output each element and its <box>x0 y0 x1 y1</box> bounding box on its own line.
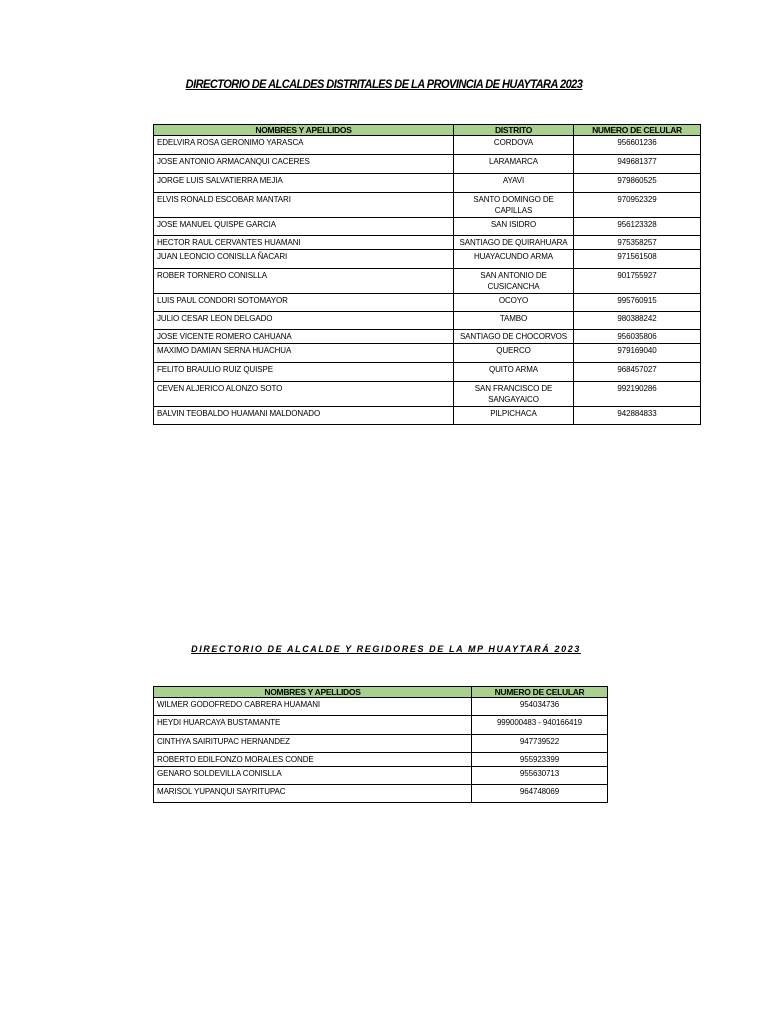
cell-phone: 954034736 <box>472 698 608 716</box>
cell-phone: 964748069 <box>472 785 608 803</box>
col-header-nombres: NOMBRES Y APELLIDOS <box>154 687 472 698</box>
table-row <box>154 236 701 250</box>
table-header-row <box>154 687 608 698</box>
cell-phone: 999000483 - 940166419 <box>472 716 608 735</box>
cell-phone: 968457027 <box>574 363 701 382</box>
table-row <box>154 753 608 767</box>
cell-name: JORGE LUIS SALVATIERRA MEJIA <box>154 174 454 193</box>
table-row <box>154 193 701 218</box>
title-alcaldes-distritales: DIRECTORIO DE ALCALDES DISTRITALES DE LA PROVINCIA DE HUAYTARA 2023 <box>185 77 583 91</box>
col-header-celular: NUMERO DE CELULAR <box>574 125 701 136</box>
cell-name: ELVIS RONALD ESCOBAR MANTARI <box>154 193 454 218</box>
table-row <box>154 269 701 294</box>
table-alcalde-regidores <box>153 686 608 803</box>
table-row <box>154 716 608 735</box>
cell-name: JUAN LEONCIO CONISLLA ÑACARI <box>154 250 454 269</box>
cell-phone: 949681377 <box>574 155 701 174</box>
col-header-celular: NUMERO DE CELULAR <box>472 687 608 698</box>
cell-district: OCOYO <box>454 294 574 312</box>
table-row <box>154 218 701 236</box>
cell-phone: 970952329 <box>574 193 701 218</box>
cell-district: AYAVI <box>454 174 574 193</box>
table-row <box>154 294 701 312</box>
cell-name: MAXIMO DAMIAN SERNA HUACHUA <box>154 344 454 363</box>
cell-district: LARAMARCA <box>454 155 574 174</box>
table-row <box>154 312 701 330</box>
cell-district: PILPICHACA <box>454 407 574 425</box>
cell-phone: 901755927 <box>574 269 701 294</box>
cell-name: FELITO BRAULIO RUIZ QUISPE <box>154 363 454 382</box>
table-row <box>154 735 608 753</box>
cell-district: SANTO DOMINGO DE CAPILLAS <box>454 193 574 218</box>
table-row <box>154 174 701 193</box>
table-alcaldes-distritales <box>153 124 701 425</box>
col-header-nombres: NOMBRES Y APELLIDOS <box>154 125 454 136</box>
cell-name: JULIO CESAR LEON DELGADO <box>154 312 454 330</box>
cell-name: HECTOR RAUL CERVANTES HUAMANI <box>154 236 454 250</box>
cell-name: CEVEN ALJERICO ALONZO SOTO <box>154 382 454 407</box>
table-row <box>154 407 701 425</box>
cell-phone: 956123328 <box>574 218 701 236</box>
table-row <box>154 250 701 269</box>
table-row <box>154 382 701 407</box>
cell-phone: 947739522 <box>472 735 608 753</box>
cell-phone: 956601236 <box>574 136 701 155</box>
cell-phone: 942884833 <box>574 407 701 425</box>
cell-phone: 975358257 <box>574 236 701 250</box>
table-row <box>154 330 701 344</box>
cell-name: WILMER GODOFREDO CABRERA HUAMANI <box>154 698 472 716</box>
table-row <box>154 155 701 174</box>
cell-name: LUIS PAUL CONDORI SOTOMAYOR <box>154 294 454 312</box>
cell-name: ROBERTO EDILFONZO MORALES CONDE <box>154 753 472 767</box>
cell-name: JOSE ANTONIO ARMACANQUI CACERES <box>154 155 454 174</box>
cell-district: QUITO ARMA <box>454 363 574 382</box>
cell-name: ROBER TORNERO CONISLLA <box>154 269 454 294</box>
cell-district: SAN FRANCISCO DE SANGAYAICO <box>454 382 574 407</box>
cell-name: GENARO SOLDEVILLA CONISLLA <box>154 767 472 785</box>
cell-name: HEYDI HUARCAYA BUSTAMANTE <box>154 716 472 735</box>
table-row <box>154 363 701 382</box>
table-row <box>154 344 701 363</box>
col-header-distrito: DISTRITO <box>454 125 574 136</box>
cell-phone: 979860525 <box>574 174 701 193</box>
table-row <box>154 767 608 785</box>
table-header-row <box>154 125 701 136</box>
cell-phone: 979169040 <box>574 344 701 363</box>
cell-name: MARISOL YUPANQUI SAYRITUPAC <box>154 785 472 803</box>
cell-phone: 995760915 <box>574 294 701 312</box>
cell-district: SAN ISIDRO <box>454 218 574 236</box>
table-row <box>154 136 701 155</box>
cell-name: JOSE VICENTE ROMERO CAHUANA <box>154 330 454 344</box>
cell-phone: 971561508 <box>574 250 701 269</box>
cell-name: CINTHYA SAIRITUPAC HERNANDEZ <box>154 735 472 753</box>
cell-district: TAMBO <box>454 312 574 330</box>
cell-name: BALVIN TEOBALDO HUAMANI MALDONADO <box>154 407 454 425</box>
cell-name: JOSE MANUEL QUISPE GARCIA <box>154 218 454 236</box>
title-alcalde-regidores: DIRECTORIO DE ALCALDE Y REGIDORES DE LA MP HUAYTARÁ 2023 <box>191 644 581 654</box>
table-row <box>154 785 608 803</box>
cell-name: EDELVIRA ROSA GERONIMO YARASCA <box>154 136 454 155</box>
table-row <box>154 698 608 716</box>
cell-district: HUAYACUNDO ARMA <box>454 250 574 269</box>
cell-phone: 956035806 <box>574 330 701 344</box>
cell-district: CORDOVA <box>454 136 574 155</box>
cell-phone: 955923399 <box>472 753 608 767</box>
cell-district: SANTIAGO DE CHOCORVOS <box>454 330 574 344</box>
cell-district: SANTIAGO DE QUIRAHUARA <box>454 236 574 250</box>
cell-district: QUERCO <box>454 344 574 363</box>
cell-phone: 980388242 <box>574 312 701 330</box>
cell-district: SAN ANTONIO DE CUSICANCHA <box>454 269 574 294</box>
cell-phone: 955630713 <box>472 767 608 785</box>
cell-phone: 992190286 <box>574 382 701 407</box>
